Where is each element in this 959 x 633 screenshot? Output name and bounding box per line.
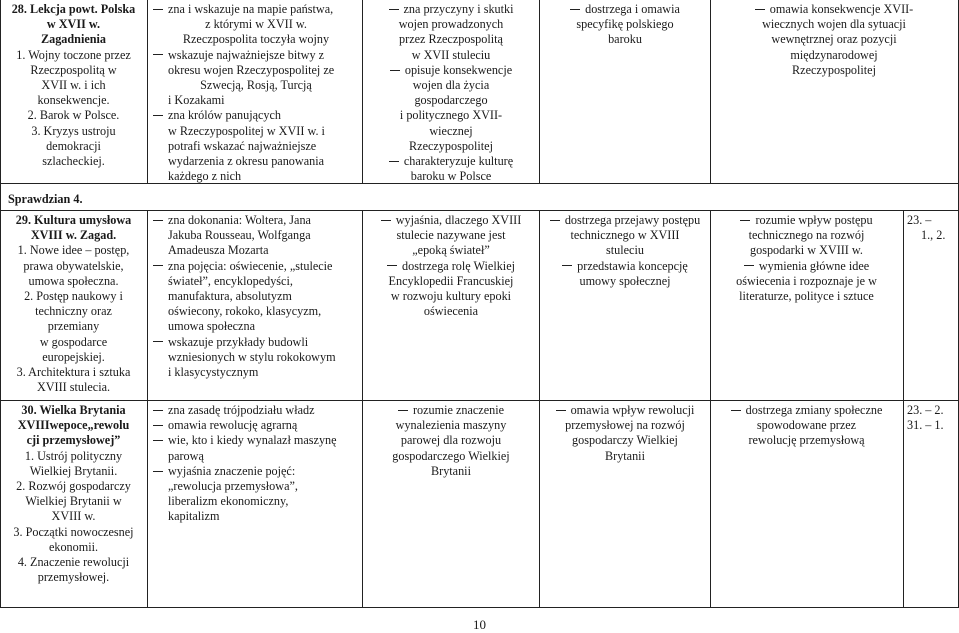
topic-line: przemiany bbox=[47, 319, 100, 334]
requirement-item: omawia wpływ rewolucji bbox=[542, 403, 708, 418]
column-divider bbox=[539, 210, 540, 608]
requirement-line: Brytanii bbox=[431, 463, 471, 478]
lesson-30-textbook-pages bbox=[907, 403, 957, 433]
requirement-line: Szwecją, Rosją, Turcją bbox=[200, 78, 312, 93]
requirement-item: wskazuje przykłady budowli bbox=[153, 335, 359, 350]
requirement-line: baroku bbox=[608, 32, 642, 47]
topic-line: 1. Ustrój polityczny bbox=[24, 448, 123, 463]
topic-line: 1. Nowe idee – postęp, bbox=[17, 243, 130, 258]
requirement-line: wzniesionych w stylu rokokowym bbox=[168, 349, 336, 364]
lesson-title: cji przemysłowej” bbox=[26, 433, 121, 448]
requirement-item: rozumie znaczenie bbox=[365, 403, 537, 418]
requirement-item: wie, kto i kiedy wynalazł maszynę bbox=[153, 433, 359, 448]
requirement-line: spowodowane przez bbox=[756, 418, 857, 433]
requirement-line: wewnętrznej oraz pozycji bbox=[771, 32, 897, 47]
requirement-line: okresu wojen Rzeczypospolitej ze bbox=[168, 62, 335, 77]
topic-line: 2. Postęp naukowy i bbox=[24, 289, 123, 304]
requirement-line: gospodarczego Wielkiej bbox=[392, 448, 510, 463]
table-border-left bbox=[0, 0, 1, 210]
column-divider bbox=[362, 0, 363, 183]
requirement-line: gospodarki w XVIII w. bbox=[750, 243, 863, 258]
lesson-29-basic-requirements bbox=[153, 213, 359, 380]
requirement-line: „epoką świateł” bbox=[412, 243, 490, 258]
requirement-line: Rzeczpospolita toczyła wojny bbox=[182, 32, 330, 47]
requirement-line: Encyklopedii Francuskiej bbox=[388, 273, 514, 288]
requirement-item: zna dokonania: Woltera, Jana bbox=[153, 213, 359, 228]
requirement-line: Amadeusza Mozarta bbox=[168, 243, 269, 258]
topic-line: 1. Wojny toczone przez bbox=[16, 47, 131, 62]
requirement-line: stulecie nazywane jest bbox=[396, 228, 506, 243]
requirement-line: i politycznego XVII- bbox=[399, 108, 503, 123]
requirement-item: dostrzega zmiany społeczne bbox=[712, 403, 901, 418]
requirement-line: liberalizm ekonomiczny, bbox=[168, 494, 289, 509]
requirement-line: gospodarczego bbox=[414, 93, 488, 108]
requirement-line: gospodarczy Wielkiej bbox=[572, 433, 678, 448]
topic-line: prawa obywatelskie, bbox=[23, 258, 124, 273]
lesson-title: 28. Lekcja powt. Polska bbox=[11, 2, 136, 16]
requirement-line: i Kozakami bbox=[168, 93, 225, 108]
requirement-line: wojen dla życia bbox=[412, 78, 490, 93]
topic-line: umowa społeczna. bbox=[28, 273, 119, 288]
requirement-item: zna zasadę trójpodziału władz bbox=[153, 403, 359, 418]
requirement-line: wiecznych wojen dla sytuacji bbox=[762, 17, 906, 32]
page-ref: 31. – 1. bbox=[907, 418, 944, 433]
lesson-30-basic-requirements bbox=[153, 403, 359, 525]
requirement-line: literaturze, polityce i sztuce bbox=[739, 289, 874, 304]
topic-line: 3. Kryzys ustroju bbox=[31, 123, 116, 138]
requirement-line: i klasycystycznym bbox=[168, 365, 259, 380]
lesson-29-textbook-pages bbox=[907, 213, 957, 243]
requirement-line: Brytanii bbox=[605, 448, 645, 463]
lesson-30-extended-requirements bbox=[365, 403, 537, 479]
requirement-item: wskazuje najważniejsze bitwy z bbox=[153, 48, 359, 63]
requirement-item: charakteryzuje kulturę bbox=[365, 154, 537, 169]
lesson-29-full-requirements bbox=[712, 213, 901, 304]
lesson-28-full-requirements bbox=[712, 2, 956, 78]
topic-line: 2. Barok w Polsce. bbox=[27, 108, 120, 123]
requirement-line: rewolucję przemysłową bbox=[748, 433, 865, 448]
row-divider bbox=[0, 400, 959, 401]
requirement-line: w XVII stuleciu bbox=[411, 47, 491, 62]
topic-line: demokracji bbox=[46, 138, 101, 153]
requirement-line: przez Rzeczpospolitą bbox=[399, 32, 503, 47]
column-divider bbox=[903, 210, 904, 608]
lesson-30-full-requirements bbox=[712, 403, 901, 449]
requirement-item: wymienia główne idee bbox=[712, 259, 901, 274]
section-heading: Zagadnienia bbox=[40, 32, 107, 47]
lesson-28-topic bbox=[2, 2, 145, 169]
requirement-line: z którymi w XVII w. bbox=[205, 17, 307, 32]
table-border-bottom bbox=[0, 607, 959, 608]
row-divider bbox=[0, 210, 959, 211]
page-number: 10 bbox=[473, 617, 486, 632]
topic-line: Wielkiej Brytanii w bbox=[25, 494, 122, 509]
test-label: Sprawdzian 4. bbox=[8, 192, 83, 206]
topic-line: szlacheckiej. bbox=[42, 154, 105, 169]
requirement-line: „rewolucja przemysłowa”, bbox=[168, 479, 298, 494]
requirement-line: wynalezienia maszyny bbox=[395, 418, 507, 433]
column-divider bbox=[710, 0, 711, 183]
requirement-line: oświecenia i rozpoznaje je w bbox=[736, 273, 877, 288]
lesson-title: 30. Wielka Brytania bbox=[21, 403, 126, 417]
topic-line: Rzeczpospolitą w bbox=[30, 62, 117, 77]
lesson-28-advanced-requirements bbox=[542, 2, 708, 48]
requirement-line: w rozwoju kultury epoki bbox=[390, 289, 512, 304]
topic-line: techniczny oraz bbox=[35, 304, 112, 319]
requirement-item: omawia rewolucję agrarną bbox=[153, 418, 359, 433]
page-ref: 23. – 2. bbox=[907, 403, 944, 417]
topic-line: w gospodarce bbox=[39, 334, 108, 349]
requirement-item: dostrzega i omawia bbox=[542, 2, 708, 17]
requirement-line: oświecony, rokoko, klasycyzm, bbox=[168, 304, 322, 319]
requirement-line: potrafi wskazać najważniejsze bbox=[168, 138, 317, 153]
requirement-line: wydarzenia z okresu panowania bbox=[168, 154, 324, 169]
lesson-title: w XVII w. bbox=[46, 17, 101, 32]
lesson-title: 29. Kultura umysłowa bbox=[15, 213, 132, 227]
topic-line: europejskiej. bbox=[42, 349, 105, 364]
requirement-line: specyfikę polskiego bbox=[576, 17, 674, 32]
topic-line: 3. Początki nowoczesnej bbox=[13, 524, 134, 539]
column-divider bbox=[362, 210, 363, 608]
requirement-line: manufaktura, absolutyzm bbox=[168, 289, 292, 304]
topic-line: XVIII stulecia. bbox=[36, 380, 111, 395]
requirement-item: opisuje konsekwencje bbox=[365, 63, 537, 78]
requirement-item: wyjaśnia znaczenie pojęć: bbox=[153, 464, 359, 479]
column-divider bbox=[147, 210, 148, 608]
requirement-item: zna przyczyny i skutki bbox=[365, 2, 537, 17]
requirement-line: Rzeczypospolitej bbox=[409, 138, 493, 153]
lesson-30-advanced-requirements bbox=[542, 403, 708, 464]
requirement-line: technicznego na rozwój bbox=[748, 228, 865, 243]
requirement-item: dostrzega przejawy postępu bbox=[542, 213, 708, 228]
topic-line: przemysłowej. bbox=[37, 570, 110, 585]
lesson-29-extended-requirements bbox=[365, 213, 537, 319]
requirement-line: baroku w Polsce bbox=[410, 169, 492, 184]
requirement-line: w Rzeczypospolitej w XVII w. i bbox=[168, 123, 325, 138]
requirement-line: Rzeczypospolitej bbox=[792, 62, 876, 77]
lesson-28-basic-requirements bbox=[153, 2, 359, 184]
requirement-line: każdego z nich bbox=[168, 169, 242, 184]
topic-line: Wielkiej Brytanii. bbox=[29, 463, 118, 478]
page-ref: 23. – bbox=[907, 213, 932, 227]
topic-line: 3. Architektura i sztuka bbox=[16, 365, 131, 380]
lesson-28-extended-requirements bbox=[365, 2, 537, 184]
requirement-item: zna królów panujących bbox=[153, 108, 359, 123]
requirement-line: oświecenia bbox=[423, 304, 479, 319]
requirement-line: Jakuba Rousseau, Wolfganga bbox=[168, 228, 311, 243]
requirement-line: parowej dla rozwoju bbox=[400, 433, 502, 448]
lesson-29-advanced-requirements bbox=[542, 213, 708, 289]
topic-line: ekonomii. bbox=[48, 539, 99, 554]
requirement-item: przedstawia koncepcję bbox=[542, 259, 708, 274]
table-border-left bbox=[0, 210, 1, 608]
requirement-item: rozumie wpływ postępu bbox=[712, 213, 901, 228]
requirement-line: wiecznej bbox=[429, 123, 473, 138]
requirement-item: omawia konsekwencje XVII- bbox=[712, 2, 956, 17]
requirement-line: technicznego w XVIII bbox=[570, 228, 680, 243]
requirement-line: umowy społecznej bbox=[579, 273, 671, 288]
lesson-30-topic bbox=[2, 403, 145, 585]
requirement-line: wojen prowadzonych bbox=[398, 17, 504, 32]
requirement-item: wyjaśnia, dlaczego XVIII bbox=[365, 213, 537, 228]
topic-line: 2. Rozwój gospodarczy bbox=[16, 479, 131, 494]
topic-line: konsekwencje. bbox=[37, 93, 110, 108]
requirement-line: świateł”, encyklopedyści, bbox=[168, 273, 293, 288]
requirement-line: przemysłowej na rozwój bbox=[565, 418, 685, 433]
page-ref: 1., 2. bbox=[921, 228, 946, 243]
topic-line: XVIII w. bbox=[51, 509, 96, 524]
requirement-line: umowa społeczna bbox=[168, 319, 255, 334]
lesson-title: XVIII w. Zagad. bbox=[30, 228, 117, 243]
requirement-item: zna i wskazuje na mapie państwa, bbox=[153, 2, 359, 17]
lesson-29-topic bbox=[2, 213, 145, 395]
topic-line: 4. Znaczenie rewolucji bbox=[17, 555, 130, 570]
requirement-line: stuleciu bbox=[606, 243, 644, 258]
requirement-line: kapitalizm bbox=[168, 509, 220, 524]
topic-line: XVII w. i ich bbox=[41, 78, 106, 93]
requirement-item: zna pojęcia: oświecenie, „stulecie bbox=[153, 259, 359, 274]
column-divider bbox=[710, 210, 711, 608]
requirement-line: międzynarodowej bbox=[790, 47, 878, 62]
lesson-title: XVIIIwepoce„rewolu bbox=[17, 418, 130, 433]
column-divider bbox=[539, 0, 540, 183]
requirement-line: parową bbox=[168, 448, 204, 463]
column-divider bbox=[147, 0, 148, 183]
requirement-item: dostrzega rolę Wielkiej bbox=[365, 259, 537, 274]
